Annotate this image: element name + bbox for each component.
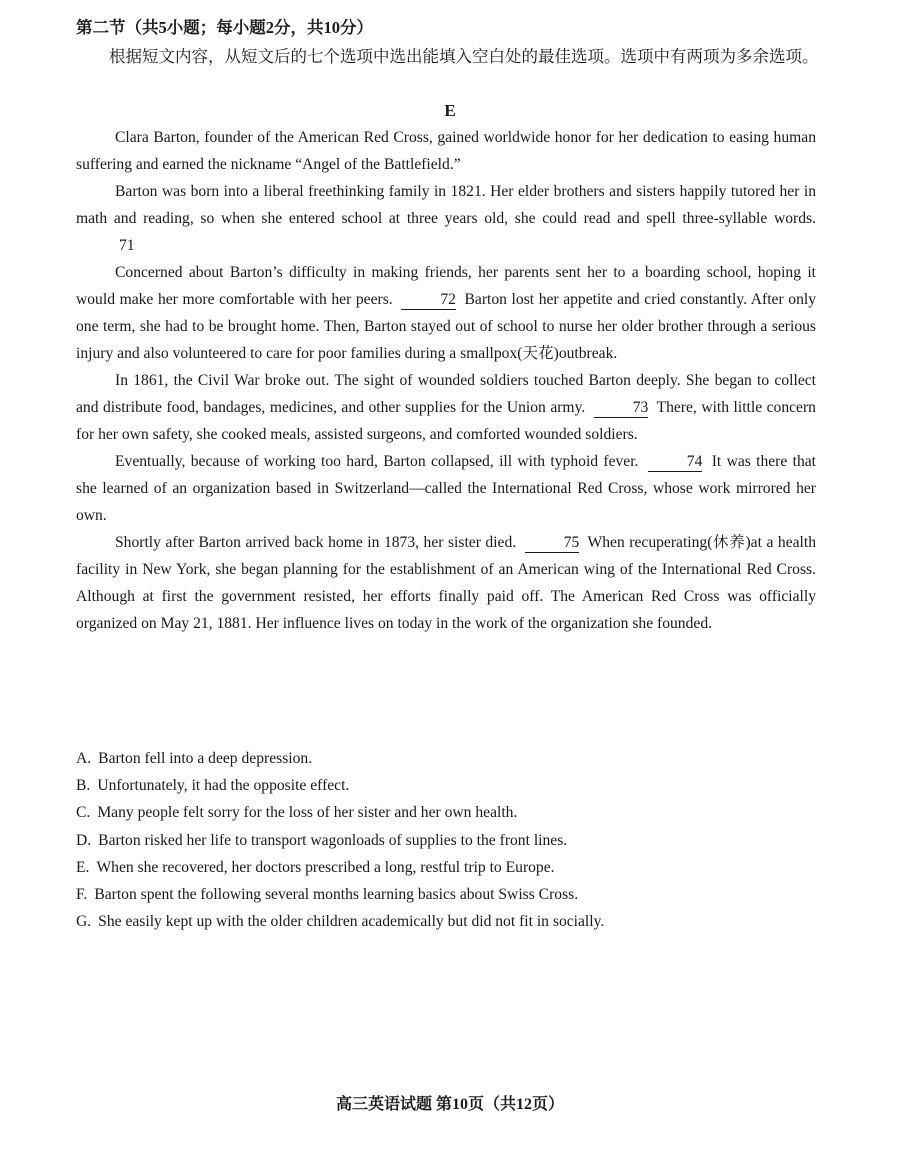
option-text: Unfortunately, it had the opposite effect. [97,777,350,795]
passage-letter: E [444,101,456,120]
option-a [76,745,816,772]
paragraph [76,259,816,367]
option-g [76,908,816,935]
paragraph [76,529,816,637]
paragraph-text: In 1861, the Civil War broke out. The sight of wounded soldiers touched Barton deeply. She began to collect and distribute food, bandages, medicines, and other supplies for the Union army. [76,372,816,416]
blank-71: 71 [119,237,135,254]
paragraph-text: Eventually, because of working too hard, Barton collapsed, ill with typhoid fever. [115,453,639,470]
paragraph-text: Clara Barton, founder of the American Red Cross, gained worldwide honor for her dedication to easing human suffering and earned the nickname “Angel of the Battlefield.” [76,129,816,173]
option-key: F. [76,886,88,904]
option-d [76,827,816,854]
page-footer: 高三英语试题 第10页（共12页） [335,1096,564,1113]
option-key: B. [76,777,91,795]
paragraph-text: There, with little concern for her own safety, she cooked meals, assisted surgeons, and comforted wounded soldiers. [76,399,816,443]
option-text: When she recovered, her doctors prescribed a long, restful trip to Europe. [96,858,555,876]
paragraph [76,124,816,178]
paragraph [76,178,816,259]
option-text: Barton spent the following several months learning basics about Swiss Cross. [94,886,579,904]
paragraph [76,367,816,448]
option-key: C. [76,804,91,822]
section-heading: 第二节（共5小题；每小题2分，共10分） [76,18,373,37]
paragraph-text: When recuperating(休养)at a health facility in New York, she began planning for the establishment of an American wing of the International Red Cross. Although at first the government resisted, her efforts finally paid off. The American Red Cross was officially organized on May 21, 1881. Her influence lives on today in the work of the organization she founded. [76,534,816,632]
option-text: Many people felt sorry for the loss of her sister and her own health. [97,804,518,822]
option-key: D. [76,831,92,849]
paragraph-text: Barton lost her appetite and cried constantly. After only one term, she had to be brought home. Then, Barton stayed out of school to nurse her older brother through a serious injury and also volunteered to care for poor families during a smallpox(天花)outbreak. [76,291,816,362]
options-list [76,745,816,935]
option-b [76,772,816,799]
option-text: Barton fell into a deep depression. [98,750,313,767]
blank-75: 75 [525,534,580,553]
option-text: Barton risked her life to transport wagonloads of supplies to the front lines. [98,831,568,849]
option-text: She easily kept up with the older children academically but did not fit in socially. [98,913,605,931]
option-key: E. [76,858,90,876]
option-e [76,854,816,881]
paragraph [76,448,816,529]
blank-72: 72 [401,291,456,310]
option-key: A. [76,750,92,767]
option-f [76,881,816,908]
passage [76,124,816,637]
blank-73: 73 [594,399,649,418]
paragraph-text: Barton was born into a liberal freethinking family in 1821. Her elder brothers and sisters happily tutored her in math and reading, so when she entered school at three years old, she could read and spell three-syllable words. [76,183,816,227]
paragraph-text: Concerned about Barton’s difficulty in making friends, her parents sent her to a boarding school, hoping it would make her more comfortable with her peers. [76,264,816,308]
option-c [76,799,816,826]
blank-74: 74 [648,453,703,472]
paragraph-text: Shortly after Barton arrived back home in 1873, her sister died. [115,534,517,551]
section-instructions: 根据短文内容，从短文后的七个选项中选出能填入空白处的最佳选项。选项中有两项为多余选项。 [109,47,819,66]
paragraph-text: It was there that she learned of an organization based in Switzerland—called the International Red Cross, whose work mirrored her own. [76,453,817,524]
option-key: G. [76,913,92,931]
